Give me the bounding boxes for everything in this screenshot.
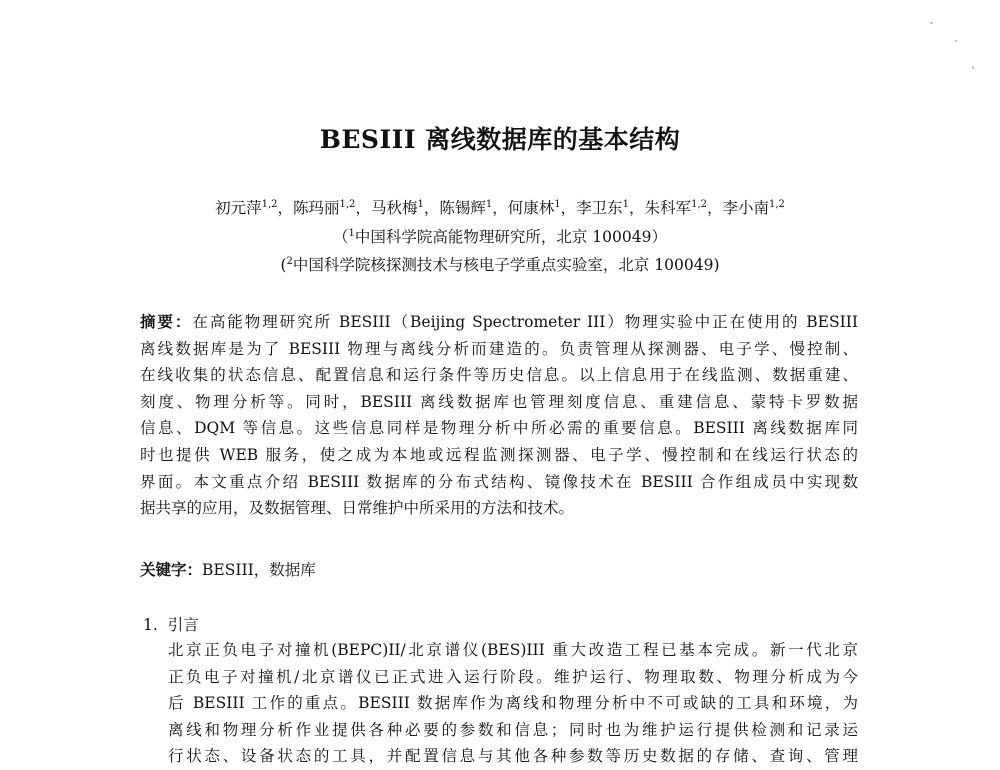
affiliation-open: （ <box>332 228 349 246</box>
author <box>439 199 507 217</box>
abstract-line: 时也提供 WEB 服务，使之成为本地或远程监测探测器、电子学、慢控制和在线运行状态的 <box>140 445 858 464</box>
author-affiliation-mark: 1 <box>622 198 630 210</box>
abstract-line: 信息、DQM 等信息。这些信息同样是物理分析中所必需的重要信息。BESIII 离线数据库同 <box>140 419 858 438</box>
abstract-line: 刻度、物理分析等。同时，BESIII 离线数据库也管理刻度信息、重建信息、蒙特卡罗数据 <box>140 392 858 411</box>
author-name: 陈锡辉 <box>439 199 486 217</box>
author-separator: ， <box>560 199 577 217</box>
author <box>293 199 371 217</box>
affiliation-open: ( <box>280 256 287 274</box>
author-list <box>0 196 1000 218</box>
abstract-line: 离线数据库是为了 BESIII 物理与离线分析而建造的。负责管理从探测器、电子学、慢控制、 <box>140 339 858 358</box>
author <box>371 199 439 217</box>
author-affiliation-mark: 1,2 <box>339 198 356 210</box>
abstract-line <box>140 309 858 336</box>
abstract-line: 在线收集的状态信息、配置信息和运行条件等历史信息。以上信息用于在线监测、数据重建、 <box>140 366 858 385</box>
affiliation-close: ） <box>651 228 667 246</box>
author-separator: ， <box>492 199 508 217</box>
body-line: 后 BESIII 工作的重点。BESIII 数据库作为离线和物理分析中不可或缺的工具和环境，为 <box>168 694 858 713</box>
abstract-line-text: 在高能物理研究所 BESIII（Beijing Spectrometer III）物理实验中正在使用的 BESIII <box>192 313 858 331</box>
abstract-line: 界面。本文重点介绍 BESIII 数据库的分布式结构、镜像技术在 BESIII 合作组成员中实现数 <box>140 472 858 491</box>
body-line: 离线和物理分析作业提供各种必要的参数和信息；同时也为维护运行提供检测和记录运 <box>168 720 858 739</box>
affiliation-text: 中国科学院核探测技术与核电子学重点实验室，北京 100049 <box>292 256 714 274</box>
keywords-text: BESIII，数据库 <box>202 561 316 579</box>
scan-speck <box>955 40 957 42</box>
author-name: 马秋梅 <box>370 199 418 217</box>
affiliation-1 <box>0 225 1000 247</box>
scan-speck <box>930 22 933 24</box>
author-separator: ， <box>423 199 440 217</box>
abstract-line: 据共享的应用，及数据管理、日常维护中所采用的方法和技术。 <box>140 499 575 518</box>
section-heading <box>143 613 199 635</box>
section-title: 引言 <box>167 616 199 634</box>
author-separator: ， <box>277 199 293 217</box>
paper-title: BESIII 离线数据库的基本结构 <box>319 125 681 154</box>
affiliation-mark: 1 <box>348 227 355 239</box>
author-affiliation-mark: 1 <box>417 198 424 210</box>
abstract <box>140 309 858 522</box>
author-affiliation-mark: 1,2 <box>769 198 785 210</box>
author-affiliation-mark: 1,2 <box>691 198 707 210</box>
affiliation-text: 中国科学院高能物理研究所，北京 100049 <box>354 228 652 246</box>
author-name: 李小南 <box>722 199 770 217</box>
author <box>723 199 785 217</box>
author-name: 李卫东 <box>576 199 623 217</box>
abstract-label: 摘要： <box>140 312 193 331</box>
affiliation-mark: 2 <box>286 255 293 267</box>
author-affiliation-mark: 1,2 <box>261 198 278 210</box>
author <box>645 199 723 217</box>
author-affiliation-mark: 1 <box>554 198 561 210</box>
section-body <box>168 637 858 770</box>
affiliation-2 <box>0 253 1000 275</box>
author-separator: ， <box>629 199 645 217</box>
author <box>576 199 644 217</box>
author-name: 何康林 <box>507 199 555 217</box>
author-name: 朱科军 <box>644 199 692 217</box>
keywords <box>140 558 316 580</box>
author <box>508 199 576 217</box>
affiliation-close: ) <box>713 256 720 274</box>
author-affiliation-mark: 1 <box>485 198 493 210</box>
body-line: 北京正负电子对撞机(BEPC)II/北京谱仪(BES)III 重大改造工程已基本完成。新一代北京 <box>168 641 858 659</box>
section-number: 1. <box>143 616 158 634</box>
body-line: 行状态、设备状态的工具，并配置信息与其他各种参数等历史数据的存储、查询、管理 <box>168 747 858 766</box>
author <box>215 199 293 217</box>
body-line: 正负电子对撞机/北京谱仪已正式进入运行阶段。维护运行、物理取数、物理分析成为今 <box>168 667 858 686</box>
keywords-label: 关键字： <box>140 560 203 579</box>
author-separator: ， <box>706 199 723 217</box>
author-name: 陈玛丽 <box>293 199 340 217</box>
author-separator: ， <box>355 199 371 217</box>
scan-speck <box>972 66 974 69</box>
author-name: 初元萍 <box>215 199 262 217</box>
